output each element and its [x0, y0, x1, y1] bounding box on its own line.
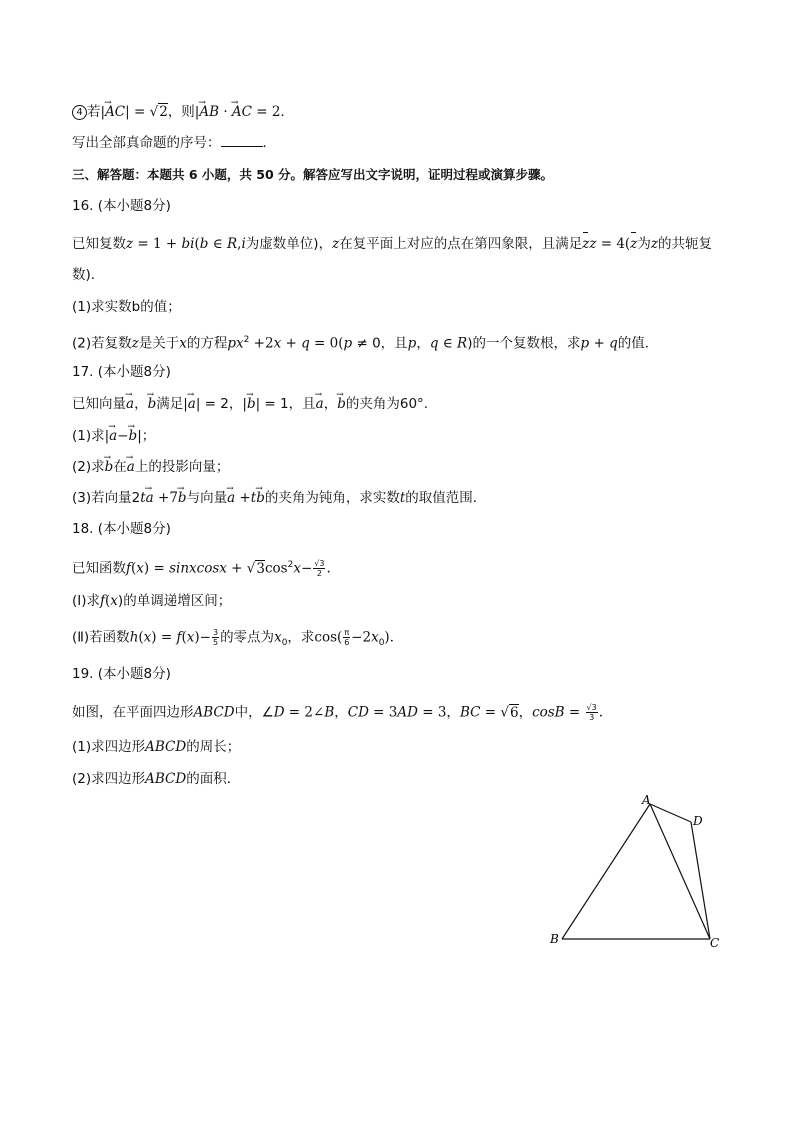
- text: = 0(: [309, 335, 344, 352]
- text: (: [337, 629, 343, 646]
- var: ABCD: [193, 704, 235, 721]
- var: h: [129, 629, 139, 646]
- subscript: 0: [378, 638, 385, 649]
- numerator: 3: [212, 628, 219, 637]
- text: +7: [153, 490, 178, 506]
- var: f: [126, 560, 131, 577]
- text: 若|: [87, 104, 106, 120]
- vector-a: → a: [109, 427, 117, 445]
- text: = 3，: [417, 704, 460, 721]
- text: | =: [125, 104, 150, 120]
- var: cosB: [532, 704, 565, 721]
- var: x: [179, 335, 187, 352]
- q16-header: 16. (本小题8分): [72, 198, 171, 214]
- text: +: [226, 560, 247, 577]
- var: B: [324, 704, 335, 721]
- radicand: 2: [159, 104, 168, 120]
- text: 是关于: [138, 335, 180, 352]
- var: p: [343, 335, 353, 352]
- text: (: [194, 236, 200, 252]
- denominator: 2: [316, 569, 322, 578]
- text: = 3: [368, 704, 398, 721]
- text: 在: [113, 459, 127, 475]
- radicand: 3: [256, 560, 265, 577]
- fraction: [343, 628, 350, 647]
- label-c: C: [710, 936, 720, 950]
- vector-b: → b: [337, 395, 346, 413]
- text: +: [235, 490, 251, 506]
- vector-b: → b: [105, 458, 114, 476]
- q16-part1: (1)求实数b的值；: [72, 299, 181, 315]
- q19-part1: [72, 738, 240, 756]
- text: = 2∠: [284, 704, 325, 721]
- text: )的一个复数根，求: [467, 335, 581, 352]
- var: p: [407, 335, 417, 352]
- vector-ab: → AB: [199, 103, 219, 121]
- conjugate-z: z: [582, 236, 590, 252]
- text: (1)求四边形: [72, 739, 146, 755]
- text: 中，∠: [234, 704, 274, 721]
- text: |；: [137, 428, 156, 444]
- text: +2: [249, 335, 274, 352]
- write-all-prompt: [72, 134, 276, 152]
- text: | = 2，|: [195, 396, 247, 412]
- sqrt-2: √2: [149, 104, 168, 120]
- text: 如图，在平面四边形: [72, 704, 194, 721]
- var: q: [301, 335, 310, 352]
- text: 的零点为: [220, 629, 275, 646]
- var: ABCD: [145, 771, 187, 787]
- text: | = 1，且: [255, 396, 316, 412]
- text: 满足|: [156, 396, 188, 412]
- text: +: [281, 335, 302, 352]
- text: (2)若复数: [72, 335, 132, 352]
- vector-b: → b: [129, 427, 138, 445]
- text: ，求: [287, 629, 315, 646]
- var: q: [609, 335, 618, 352]
- var: b: [199, 236, 209, 252]
- text: ，: [518, 704, 533, 721]
- text: 已知向量: [72, 396, 126, 412]
- text: 已知复数: [72, 236, 126, 252]
- exponent: 2: [243, 335, 250, 345]
- text: cos: [314, 629, 338, 646]
- fraction: [586, 703, 598, 722]
- var: t: [140, 490, 146, 506]
- text: 的共轭复: [657, 236, 712, 252]
- var: t: [399, 490, 406, 506]
- var: x: [136, 560, 144, 577]
- var: D: [273, 704, 285, 721]
- fraction: [313, 559, 325, 578]
- text: 为虚数单位)，: [245, 236, 333, 252]
- text: −: [300, 560, 313, 577]
- text: = 4(: [596, 236, 631, 252]
- circled-number: 4: [72, 105, 87, 120]
- text: cos: [264, 560, 288, 577]
- q19-stem: [72, 703, 603, 722]
- var: AD: [397, 704, 418, 721]
- edge-ab: [562, 804, 650, 939]
- text: = 1 +: [133, 236, 182, 252]
- var: t: [250, 490, 257, 506]
- vector-a: → a: [127, 458, 135, 476]
- text: ) =: [143, 560, 170, 577]
- answer-blank[interactable]: [221, 134, 263, 147]
- text: )．: [384, 629, 404, 646]
- text: 的周长；: [186, 739, 241, 755]
- var: f: [176, 629, 182, 646]
- q16-part2: [72, 331, 658, 353]
- section-3-title: 三、解答题：本题共 6 小题，共 50 分。解答应写出文字说明，证明过程或演算步骤。: [72, 167, 554, 182]
- var: R: [227, 236, 238, 252]
- text: 的值．: [617, 335, 659, 352]
- text: 的夹角为钝角，求实数: [264, 490, 400, 506]
- text: ∈: [438, 335, 458, 352]
- fraction: [212, 628, 219, 647]
- text: (2)求: [72, 459, 105, 475]
- sqrt-6: √6: [500, 704, 519, 721]
- text: 的夹角为60°.: [345, 396, 429, 412]
- conjugate-z: z: [630, 236, 638, 252]
- label-a: A: [642, 793, 651, 807]
- var: CD: [347, 704, 369, 721]
- radicand: 6: [509, 704, 519, 721]
- var: px: [227, 335, 244, 352]
- text: 上的投影向量；: [134, 459, 230, 475]
- q17-stem: [72, 395, 428, 413]
- q17-header: 17. (本小题8分): [72, 364, 171, 380]
- numerator: π: [344, 628, 350, 637]
- text: −2: [351, 629, 372, 646]
- text: (: [138, 629, 144, 646]
- vector-b: → b: [247, 395, 256, 413]
- text: (Ⅱ)若函数: [72, 629, 130, 646]
- text: 与向量: [186, 490, 228, 506]
- var: z: [131, 335, 139, 352]
- text: 的面积．: [186, 771, 241, 787]
- q19-header: 19. (本小题8分): [72, 666, 171, 682]
- var: x: [186, 629, 195, 646]
- vector-b: → b: [256, 489, 265, 507]
- var: x: [143, 629, 152, 646]
- vector-b: → b: [178, 489, 187, 507]
- var: x: [110, 593, 118, 609]
- var: BC: [459, 704, 481, 721]
- var: x: [293, 560, 301, 577]
- text: =: [564, 704, 585, 721]
- text: .: [598, 704, 603, 721]
- prompt-end: ．: [262, 135, 276, 151]
- q18-part1: [72, 592, 231, 610]
- var: z: [332, 236, 340, 252]
- text: ≠ 0，且: [352, 335, 408, 352]
- vector-ac: → AC: [105, 103, 125, 121]
- q18-header: 18. (本小题8分): [72, 521, 171, 537]
- subscript: 0: [281, 638, 288, 649]
- var: z: [650, 236, 658, 252]
- var: ABCD: [145, 739, 187, 755]
- text: =: [480, 704, 501, 721]
- denominator: 6: [344, 638, 350, 647]
- q18-stem: [72, 556, 331, 578]
- text: = 2．: [252, 104, 294, 120]
- q16-stem-cont: 数)．: [72, 267, 105, 283]
- text: ∈: [208, 236, 227, 252]
- var: p: [580, 335, 590, 352]
- text: 已知函数: [72, 560, 126, 577]
- text: ，: [334, 704, 348, 721]
- text: (: [181, 629, 187, 646]
- text: 的取值范围．: [405, 490, 487, 506]
- text: (: [131, 560, 137, 577]
- label-b: B: [550, 932, 559, 946]
- text: (2)求四边形: [72, 771, 146, 787]
- var: sinxcosx: [169, 560, 227, 577]
- text: ·: [219, 104, 232, 120]
- text: ，: [323, 396, 338, 412]
- text: )的单调递增区间；: [117, 593, 232, 609]
- numerator: √3: [314, 559, 325, 568]
- var: R: [457, 335, 468, 352]
- vector-a: → a: [188, 395, 196, 413]
- edge-dc: [691, 822, 710, 939]
- q16-stem: [72, 235, 712, 253]
- var: x: [274, 629, 282, 646]
- var: x: [371, 629, 379, 646]
- text: (1)求|: [72, 428, 110, 444]
- text: (: [105, 593, 111, 609]
- vector-b: → b: [148, 395, 157, 413]
- text: .: [326, 560, 331, 577]
- var: f: [100, 593, 106, 609]
- text: ) =: [151, 629, 177, 646]
- denominator: 5: [212, 638, 219, 647]
- exponent: 2: [287, 560, 294, 570]
- text: 的方程: [186, 335, 228, 352]
- vector-a: → a: [316, 395, 324, 413]
- var: i: [241, 236, 246, 252]
- q18-part2: [72, 628, 403, 652]
- vector-a: → a: [227, 489, 235, 507]
- text: 为: [637, 236, 651, 252]
- q19-part2: [72, 770, 240, 788]
- text: (Ⅰ)求: [72, 593, 101, 609]
- vector-a: → a: [126, 395, 134, 413]
- vector-ac: → AC: [232, 103, 252, 121]
- quadrilateral-figure: [540, 790, 740, 960]
- text: +: [589, 335, 610, 352]
- sqrt-3: √3: [246, 560, 265, 577]
- var: z: [126, 236, 134, 252]
- text: ,: [237, 236, 242, 252]
- q17-part3: [72, 489, 486, 507]
- denominator: 3: [589, 713, 595, 722]
- prompt-text: 写出全部真命题的序号：: [72, 135, 221, 151]
- var: q: [429, 335, 439, 352]
- text: ，: [134, 396, 148, 412]
- item-4-statement: [72, 103, 294, 121]
- text: −: [117, 428, 129, 444]
- text: ，则|: [167, 104, 200, 120]
- text: 在复平面上对应的点在第四象限，且满足: [339, 236, 583, 252]
- numerator: √3: [586, 703, 597, 712]
- var: z: [589, 236, 597, 252]
- text: (3)若向量2: [72, 490, 141, 506]
- var: bi: [181, 236, 195, 252]
- text: )−: [194, 629, 211, 646]
- vector-a: → a: [146, 489, 154, 507]
- q17-part2: [72, 458, 229, 476]
- text: ，: [416, 335, 430, 352]
- label-d: D: [693, 814, 703, 828]
- var: x: [273, 335, 282, 352]
- q17-part1: [72, 427, 155, 445]
